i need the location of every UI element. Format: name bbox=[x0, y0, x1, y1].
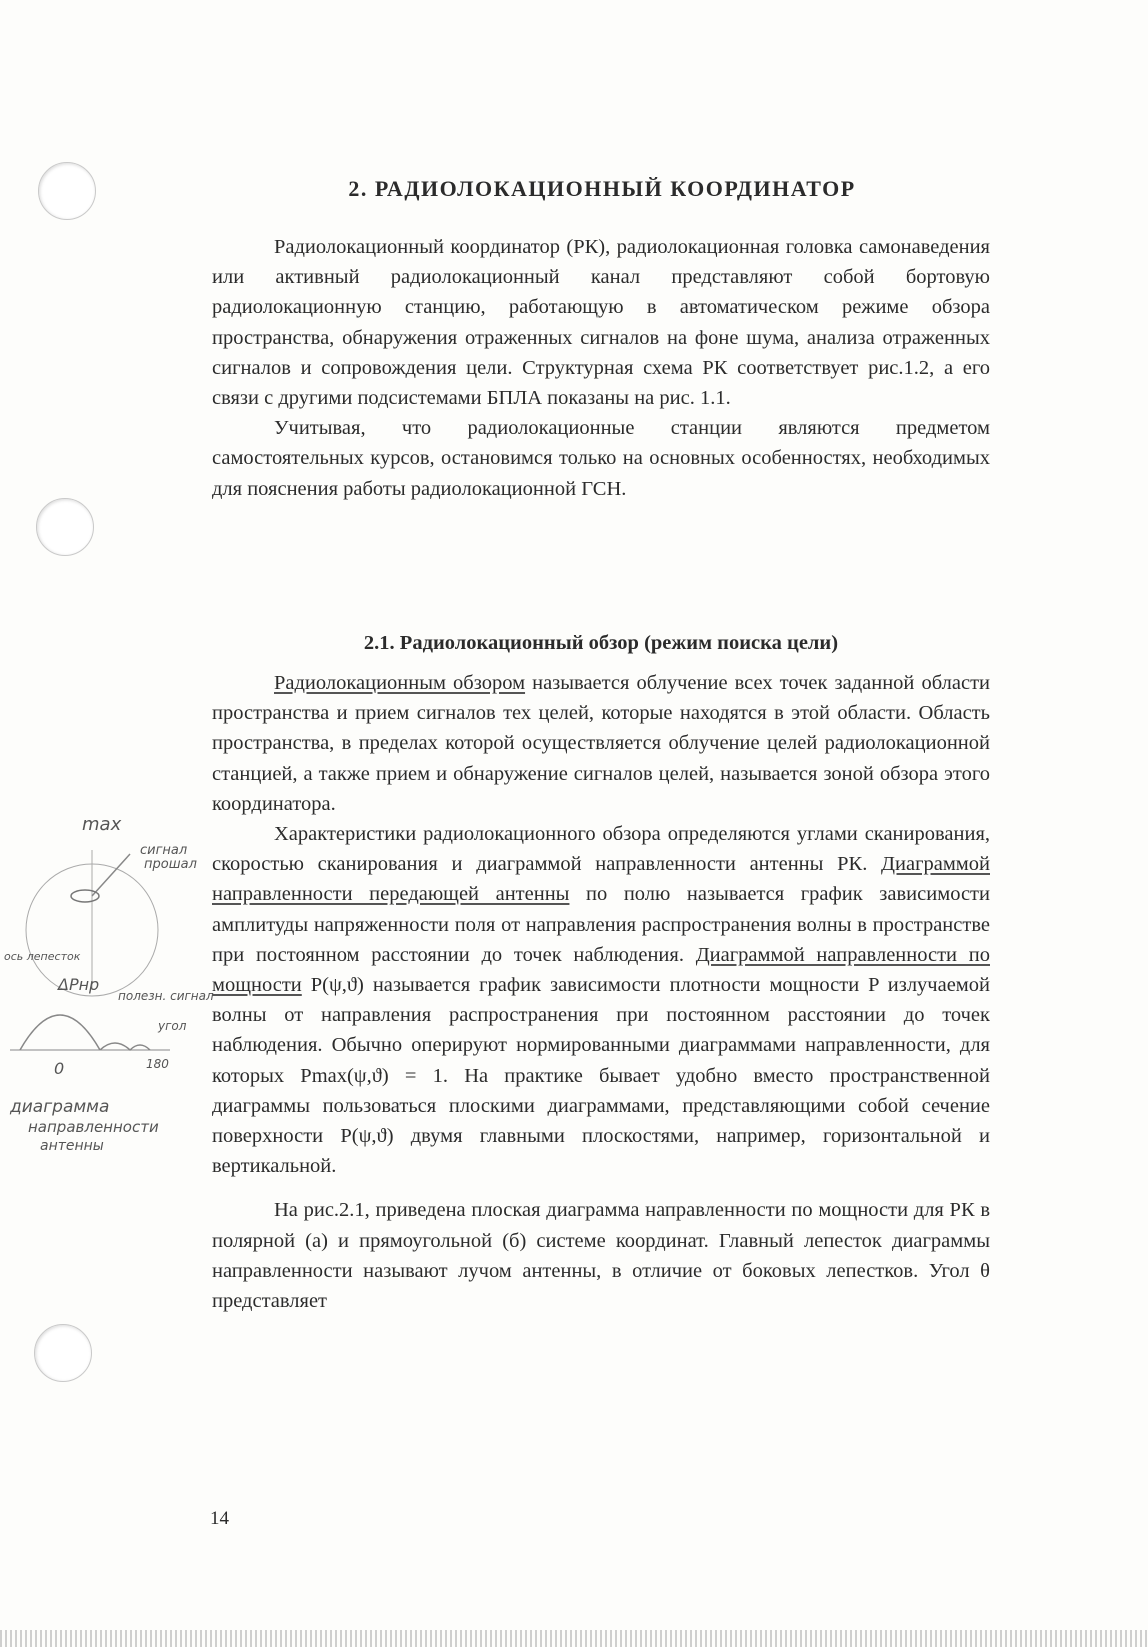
term-field-pattern: Диаграммой направленности передающей антенны bbox=[212, 853, 990, 906]
term-power-pattern: Диаграммой направленности по мощности bbox=[212, 943, 990, 997]
note-napravlennosti: направленности bbox=[28, 1118, 159, 1136]
section-paragraph-1: Радиолокационным обзором называется облучение всех точек заданной области пространства и прием сигналов тех целей, которые находятся в этой области. Область пространства, в пределах которой осуществляется облучение целей радиолокационной станцией, а также прием и обнаружение сигналов целей, называется зоной обзора этого координатора. bbox=[212, 672, 990, 815]
intro-paragraph-1: Радиолокационный координатор (РК), радиолокационная головка самонаведения или активный радиолокационный канал представляют собой бортовую радиолокационную станцию, работающую в автоматическом режиме обзора пространства, обнаружения отраженных сигналов на фоне шума, анализа отраженных сигналов и сопровождения цели. Структурная схема РК соответствует рис.1.2, а его связи с другими подсистемами БПЛА показаны на рис. 1.1. bbox=[212, 236, 990, 410]
note-useful-signal: полезн. сигнал bbox=[118, 989, 214, 1003]
sketch-antenna bbox=[71, 890, 99, 902]
note-diagramma: диаграмма bbox=[10, 1097, 110, 1117]
punch-hole-middle bbox=[36, 498, 94, 556]
page-number: 14 bbox=[210, 1508, 229, 1529]
note-prihal: прошал bbox=[144, 857, 197, 872]
scan-edge-artifact bbox=[0, 1630, 1148, 1647]
term-radar-survey: Радиолокационным обзором bbox=[274, 672, 526, 694]
note-180: 180 bbox=[146, 1057, 169, 1071]
note-max: max bbox=[82, 814, 122, 835]
intro-paragraph-2: Учитывая, что радиолокационные станции являются предметом самостоятельных курсов, остановимся только на основных особенностях, необходимых для пояснения работы радиолокационной ГСН. bbox=[212, 417, 990, 500]
punch-hole-top bbox=[38, 162, 96, 220]
punch-hole-bottom bbox=[34, 1324, 92, 1382]
section-title: 2.1. Радиолокационный обзор (режим поиска цели) bbox=[363, 632, 839, 654]
chapter-title: 2. РАДИОЛОКАЦИОННЫЙ КООРДИНАТОР bbox=[348, 176, 856, 201]
note-delta-p: ΔРнр bbox=[58, 975, 100, 994]
note-signal: сигнал bbox=[140, 843, 188, 858]
intro-text bbox=[212, 232, 990, 504]
section-text bbox=[212, 668, 990, 1316]
note-ugol: угол bbox=[158, 1019, 187, 1033]
handwritten-margin-notes bbox=[0, 814, 215, 1200]
sketch-lobe-plot bbox=[20, 1015, 150, 1050]
note-os-lepestok: ось лепесток bbox=[4, 950, 81, 963]
section-paragraph-3: На рис.2.1, приведена плоская диаграмма направленности по мощности для РК в полярной (а) и прямоугольной (б) системе координат. Главный лепесток диаграммы направленности называют лучом антенны, в отличие от боковых лепестков. Угол θ представляет bbox=[212, 1199, 990, 1313]
note-zero: 0 bbox=[54, 1059, 65, 1078]
note-antenny: антенны bbox=[40, 1138, 104, 1154]
sketch-ray bbox=[92, 854, 130, 896]
section-paragraph-2: Характеристики радиолокационного обзора определяются углами сканирования, скоростью сканирования и диаграммой направленности антенны РК. Диаграммой направленности передающей антенны по полю называется график зависимости амплитуды напряженности поля от направления распространения волны в пространстве при постоянном расстоянии до точек наблюдения. Диаграммой направленности по мощности P(ψ,ϑ) называется график зависимости плотности мощности P излучаемой волны от направления распространения при постоянном расстоянии до точек наблюдения. Обычно оперируют нормированными диаграммами направленности, для которых Pmax(ψ,ϑ) = 1. На практике бывает удобно вместо пространственной диаграммы пользоваться плоскими диаграммами, представляющими собой сечение поверхности P(ψ,ϑ) двумя главными плоскостями, например, горизонтальной и вертикальной. bbox=[212, 823, 990, 1178]
